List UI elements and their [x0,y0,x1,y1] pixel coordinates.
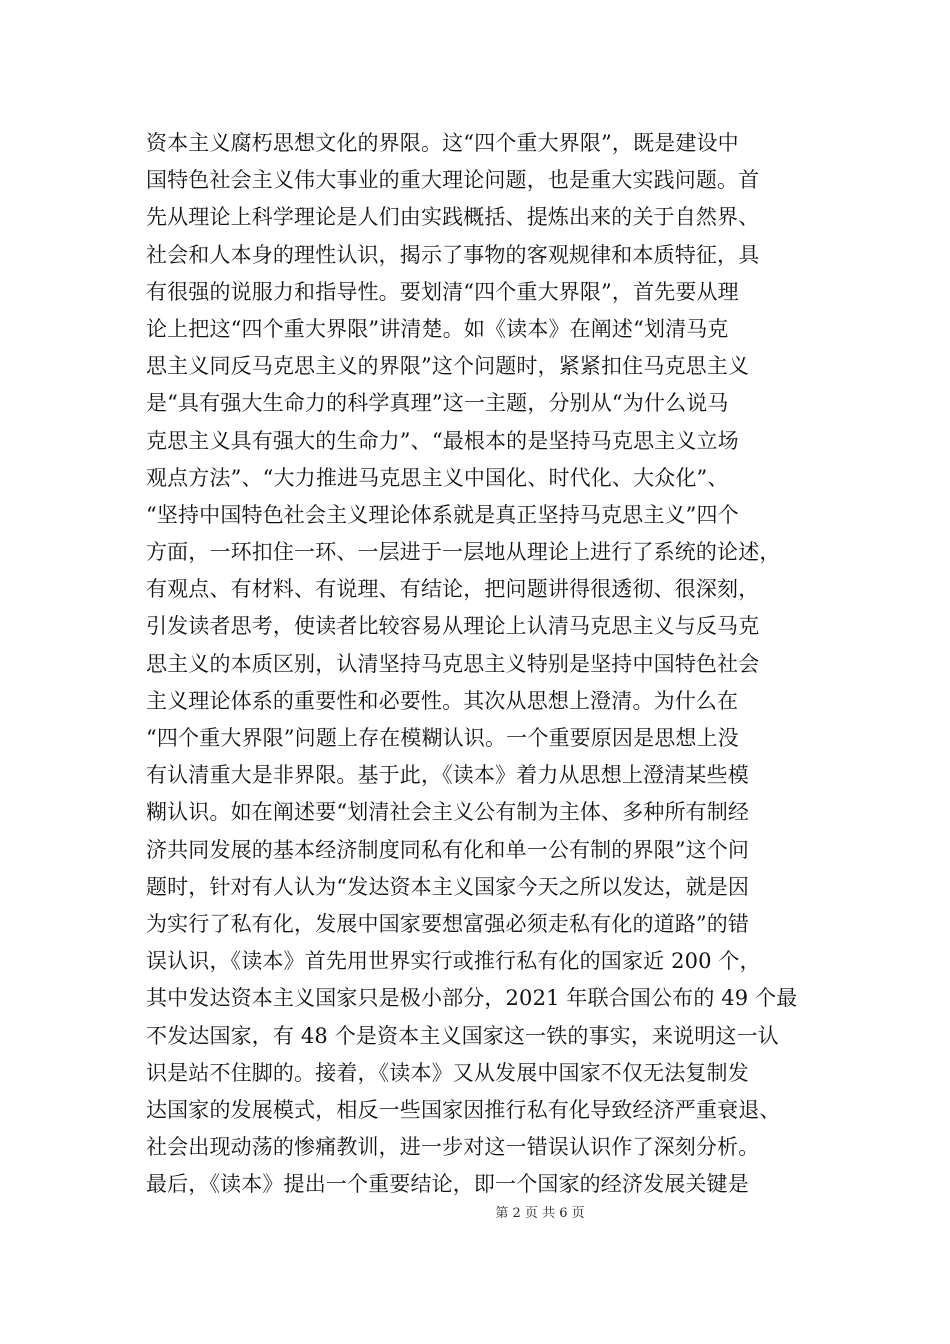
text-line: 思主义同反马克思主义的界限”这个问题时，紧紧扣住马克思主义 [146,354,750,379]
text-line: 题时，针对有人认为“发达资本主义国家今天之所以发达，就是因 [146,874,750,899]
text-line: 糊认识。如在阐述要“划清社会主义公有制为主体、多种所有制经 [146,800,750,825]
text-line: 其中发达资本主义国家只是极小部分，2021 年联合国公布的 49 个最 [146,986,798,1011]
text-line: 社会出现动荡的惨痛教训，进一步对这一错误认识作了深刻分析。 [146,1135,760,1160]
text-line: 观点方法”、“大力推进马克思主义中国化、时代化、大众化”、 [146,465,729,490]
text-line: 方面，一环扣住一环、一层进于一层地从理论上进行了系统的论述， [146,540,781,565]
text-line: 克思主义具有强大的生命力”、“最根本的是坚持马克思主义立场 [146,428,739,453]
text-line: 济共同发展的基本经济制度同私有化和单一公有制的界限”这个问 [146,837,750,862]
text-line: 为实行了私有化，发展中国家要想富强必须走私有化的道路”的错 [146,911,750,936]
text-line: 不发达国家，有 48 个是资本主义国家这一铁的事实，来说明这一认 [146,1023,779,1048]
text-line: “四个重大界限”问题上存在模糊认识。一个重要原因是思想上没 [146,726,739,750]
text-line: 有认清重大是非界限。基于此，《读本》着力从思想上澄清某些模 [146,763,749,788]
text-line: 是“具有强大生命力的科学真理”这一主题，分别从“为什么说马 [146,391,729,416]
page-number: 第 2 页 共 6 页 [495,1206,585,1221]
text-line: 先从理论上科学理论是人们由实践概括、提炼出来的关于自然界、 [146,205,760,230]
body-text [146,125,826,1203]
text-line: 思主义的本质区别，认清坚持马克思主义特别是坚持中国特色社会 [146,651,760,676]
text-line: 最后，《读本》提出一个重要结论，即一个国家的经济发展关键是 [146,1172,749,1197]
text-line: 引发读者思考，使读者比较容易从理论上认清马克思主义与反马克 [146,614,760,639]
text-line: “坚持中国特色社会主义理论体系就是真正坚持马克思主义”四个 [146,502,739,527]
text-line: 有很强的说服力和指导性。要划清“四个重大界限”，首先要从理 [146,279,739,304]
text-line: 达国家的发展模式，相反一些国家因推行私有化导致经济严重衰退、 [146,1097,781,1122]
text-line: 论上把这“四个重大界限”讲清楚。如《读本》在阐述“划清马克 [146,316,729,341]
text-line: 误认识，《读本》首先用世界实行或推行私有化的国家近 200 个， [146,949,761,974]
text-line: 资本主义腐朽思想文化的界限。这“四个重大界限”，既是建设中 [146,131,739,155]
text-line: 有观点、有材料、有说理、有结论，把问题讲得很透彻、很深刻， [146,577,760,602]
text-line: 社会和人本身的理性认识，揭示了事物的客观规律和本质特征，具 [146,242,760,267]
text-line: 主义理论体系的重要性和必要性。其次从思想上澄清。为什么在 [146,688,739,713]
text-line: 国特色社会主义伟大事业的重大理论问题，也是重大实践问题。首 [146,168,760,193]
text-line: 识是站不住脚的。接着，《读本》又从发展中国家不仅无法复制发 [146,1060,749,1085]
